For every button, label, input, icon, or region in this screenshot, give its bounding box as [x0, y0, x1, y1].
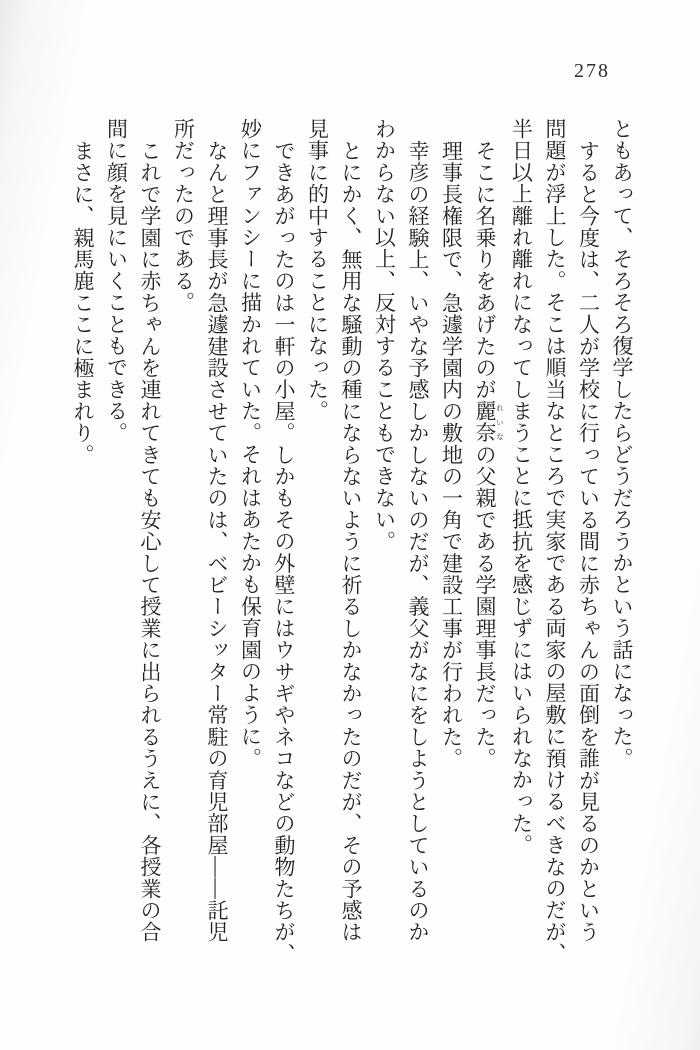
text-column: 所だったのである。 [171, 118, 196, 314]
text-column: これで学園に赤ちゃんを連れてきても安心して授業に出られるうえに、各授業の合 [138, 139, 162, 943]
text-column: 見事に的中することになった。 [305, 118, 330, 422]
text-column: 間に顔を見にいくこともできる。 [104, 118, 129, 444]
text-column: できあがったのは一軒の小屋。しかもその外壁にはウサギやネコなどの動物たちが、 [272, 139, 296, 965]
text-column: なんと理事長が急遽建設させていたのは、ベビーシッター常駐の育児部屋——託児 [205, 139, 229, 943]
text-column: まさに、親馬鹿ここに極まれり。 [71, 139, 95, 466]
text-column: すると今度は、二人が学校に行っている間に赤ちゃんの面倒を誰が見るのかという [576, 139, 601, 943]
page-number: 278 [574, 60, 610, 82]
text-column: 理事長権限で、急遽学園内の敷地の一角で建設工事が行われた。 [439, 139, 464, 769]
vertical-text-block [66, 118, 639, 964]
text-column: そこに名乗りをあげたのが麗奈れいなの父親である学園理事長だった。 [473, 139, 505, 769]
text-column: とにかく、無用な騒動の種にならないように祈るしかなかったのだが、その予感は [339, 139, 363, 943]
text-column: わからない以上、反対することもできない。 [372, 118, 397, 552]
text-column: ともあって、そろそろ復学したらどうだろうかという話になった。 [610, 118, 634, 769]
text-column: 問題が浮上した。そこは順当なところで実家である両家の屋敷に預けるべきなのだが、 [543, 118, 567, 965]
furigana-ruby: 麗奈れいな [473, 400, 505, 444]
text-column: 幸彦の経験上、いやな予感しかしないのだが、義父がなにをしようとしているのか [406, 139, 430, 943]
text-column: 妙にファンシーに描かれていた。それはあたかも保育園のように。 [238, 118, 263, 769]
text-column: 半日以上離れ離れになってしまうことに抵抗を感じずにはいられなかった。 [509, 118, 534, 856]
